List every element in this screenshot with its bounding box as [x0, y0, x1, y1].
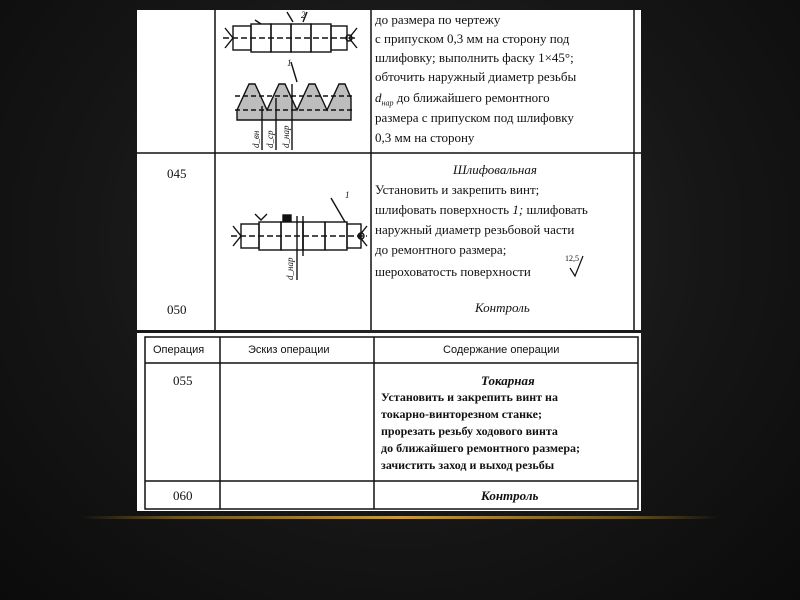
text-line: прорезать резьбу ходового винта — [381, 424, 558, 438]
operation-number-055: 055 — [173, 373, 193, 388]
grinding-sketch — [137, 10, 641, 330]
sketch1-label-1: 1 — [287, 58, 292, 68]
text-line: шероховатость поверхности — [375, 264, 531, 279]
text-line: зачистить заход и выход резьбы — [381, 458, 555, 472]
sketch1-label-dsr: d_ср — [265, 130, 275, 148]
gold-divider-line — [80, 516, 720, 519]
dnar-symbol: d — [375, 90, 382, 105]
text-line: токарно-винторезном станке; — [381, 407, 542, 421]
roughness-value: 12,5 — [565, 254, 579, 263]
operation-number-045: 045 — [167, 166, 187, 181]
text-line: Установить и закрепить винт на — [381, 390, 558, 404]
text-line: до размера по чертежу — [375, 12, 501, 27]
text-line: до ремонтного размера; — [375, 242, 507, 257]
text-fragment: шлифовать — [526, 202, 588, 217]
text-line: обточить наружный диаметр резьбы — [375, 69, 577, 84]
surface-number: 1; — [512, 202, 524, 217]
text-line: размера с припуском под шлифовку — [375, 110, 574, 125]
operation-title-turning: Токарная — [481, 373, 535, 388]
lower-document-scan — [137, 333, 641, 511]
header-operation: Операция — [153, 344, 205, 356]
text-line: с припуском 0,3 мм на сторону под — [375, 31, 570, 46]
upper-document-scan — [137, 10, 641, 330]
text-line: 0,3 мм на сторону — [375, 130, 475, 145]
sketch1-label-2: 2 — [301, 10, 306, 20]
operation-title-control-2: Контроль — [481, 488, 539, 503]
header-content: Содержание операции — [443, 344, 560, 356]
operation-number-050: 050 — [167, 302, 187, 317]
sketch1-label-dvn: d_вн — [251, 130, 261, 148]
text-line: наружный диаметр резьбовой части — [375, 222, 575, 237]
text-line: до ближайшего ремонтного размера; — [381, 441, 581, 455]
text-fragment: шлифовать поверхность — [375, 202, 510, 217]
operation-title-control: Контроль — [475, 300, 530, 315]
sketch1-label-dnar: d_нар — [281, 125, 291, 148]
header-sketch: Эскиз операции — [248, 344, 330, 356]
operation-title-grinding: Шлифовальная — [453, 162, 537, 177]
text-line: шлифовку; выполнить фаску 1×45°; — [375, 50, 574, 65]
text-line: Установить и закрепить винт; — [375, 182, 540, 197]
sketch2-label-1: 1 — [345, 190, 350, 200]
dnar-subscript: нар — [381, 98, 394, 108]
operation-number-060: 060 — [173, 488, 193, 503]
dnar-text: до ближайшего ремонтного — [396, 90, 550, 105]
sketch2-label-dnar: d_нар — [285, 257, 295, 280]
